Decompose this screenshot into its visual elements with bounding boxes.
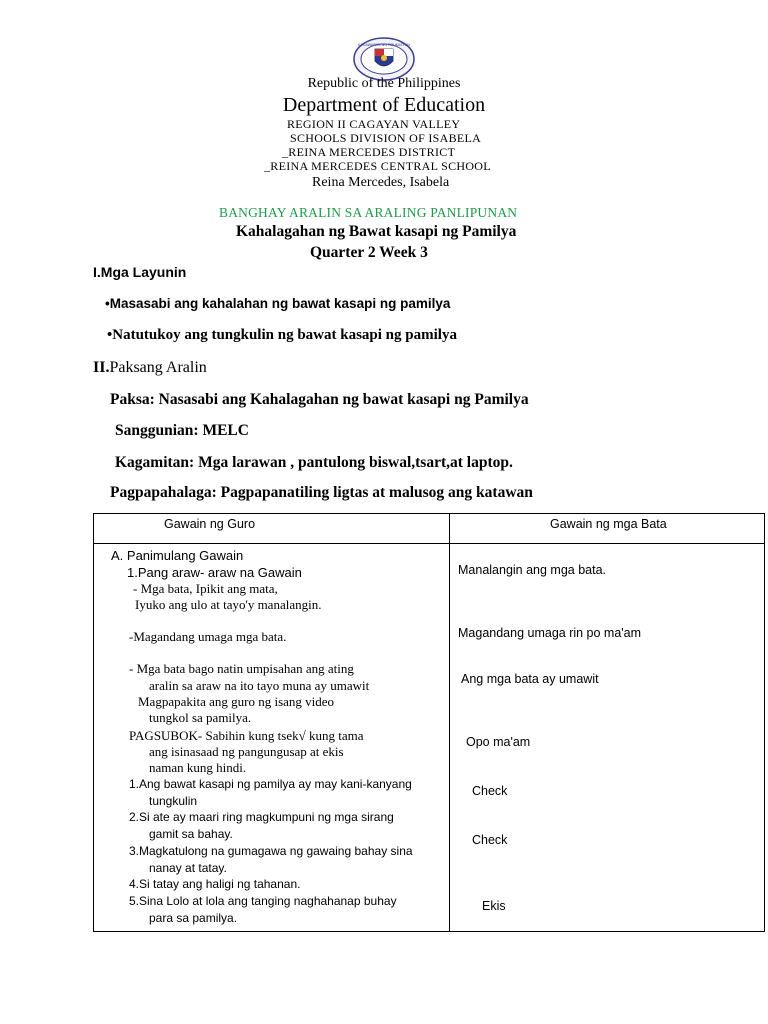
teacher-line: A. Panimulang Gawain: [111, 548, 244, 563]
teacher-activities-cell: [94, 544, 450, 932]
teacher-line: 5.Sina Lolo at lola ang tanging naghahanap buhay: [129, 894, 397, 908]
seal-text: KAGAWARAN NG EDUKASYON: [358, 43, 410, 47]
objectives-heading: I.Mga Layunin: [93, 264, 187, 280]
teacher-line: 2.Si ate ay maari ring magkumpuni ng mga sirang: [129, 810, 394, 824]
location-line: Reina Mercedes, Isabela: [312, 175, 450, 190]
student-response: Check: [472, 784, 508, 798]
teacher-line: tungkol sa pamilya.: [149, 710, 252, 725]
teacher-line: para sa pamilya.: [149, 911, 238, 925]
students-activities-cell: [450, 544, 765, 932]
sanggunian-line: Sanggunian: MELC: [115, 422, 249, 439]
teacher-column-header: Gawain ng Guro: [164, 517, 256, 531]
republic-line: Republic of the Philippines: [307, 76, 461, 91]
teacher-line: 1.Pang araw- araw na Gawain: [127, 565, 302, 580]
teacher-line: aralin sa araw na ito tayo muna ay umawit: [149, 678, 370, 693]
teacher-line: nanay at tatay.: [149, 861, 227, 875]
department-title: Department of Education: [282, 94, 486, 116]
kagamitan-line: Kagamitan: Mga larawan , pantulong biswal,tsart,at laptop.: [115, 454, 513, 471]
teacher-line: 1.Ang bawat kasapi ng pamilya ay may kani-kanyang: [129, 777, 412, 791]
teacher-line: - Mga bata, Ipikit ang mata,: [133, 581, 278, 596]
student-response: Check: [472, 833, 508, 847]
students-column-header-cell: [450, 514, 765, 544]
objective-item: •Masasabi ang kahalahan ng bawat kasapi ng pamilya: [105, 296, 451, 311]
quarter-label: Quarter 2 Week 3: [310, 244, 428, 261]
deped-seal-logo: [353, 37, 415, 81]
student-response: Ekis: [482, 899, 506, 913]
plan-subtitle: Kahalagahan ng Bawat kasapi ng Pamilya: [236, 223, 517, 240]
teacher-line: tungkulin: [149, 794, 198, 808]
district-line: _REINA MERCEDES DISTRICT: [282, 145, 456, 159]
teacher-line: -Magandang umaga mga bata.: [129, 629, 287, 644]
student-response: Ang mga bata ay umawit: [461, 672, 599, 686]
school-line: _REINA MERCEDES CENTRAL SCHOOL: [264, 159, 491, 173]
student-response: Opo ma'am: [466, 735, 531, 749]
student-response: Magandang umaga rin po ma'am: [458, 626, 642, 640]
teacher-line: 3.Magkatulong na gumagawa ng gawaing bahay sina: [129, 844, 413, 858]
subject-matter-heading: [93, 359, 207, 377]
objective-item: •Natutukoy ang tungkulin ng bawat kasapi ng pamilya: [107, 327, 457, 343]
division-line: SCHOOLS DIVISION OF ISABELA: [290, 131, 482, 145]
teacher-line: Iyuko ang ulo at tayo'y manalangin.: [135, 597, 322, 612]
lesson-activities-table: [93, 513, 765, 932]
plan-title: BANGHAY ARALIN SA ARALING PANLIPUNAN: [219, 205, 518, 220]
students-column-header: Gawain ng mga Bata: [550, 517, 667, 531]
teacher-line: gamit sa bahay.: [149, 827, 233, 841]
paksa-line: Paksa: Nasasabi ang Kahalagahan ng bawat kasapi ng Pamilya: [110, 391, 529, 408]
subject-matter-number: II.: [93, 359, 110, 376]
teacher-line: naman kung hindi.: [149, 760, 247, 775]
subject-matter-title: Paksang Aralin: [109, 359, 207, 376]
teacher-line: Magpapakita ang guro ng isang video: [138, 694, 335, 709]
teacher-line: ang isinasaad ng pangungusap at ekis: [149, 744, 344, 759]
teacher-line: 4.Si tatay ang haligi ng tahanan.: [129, 877, 301, 891]
teacher-column-header-cell: [94, 514, 450, 544]
teacher-line: - Mga bata bago natin umpisahan ang ating: [129, 661, 354, 676]
pagpapahalaga-line: Pagpapahalaga: Pagpapanatiling ligtas at malusog ang katawan: [110, 484, 533, 501]
teacher-line: PAGSUBOK- Sabihin kung tsek√ kung tama: [129, 728, 364, 743]
region-line: REGION II CAGAYAN VALLEY: [287, 117, 461, 131]
student-response: Manalangin ang mga bata.: [458, 563, 607, 577]
